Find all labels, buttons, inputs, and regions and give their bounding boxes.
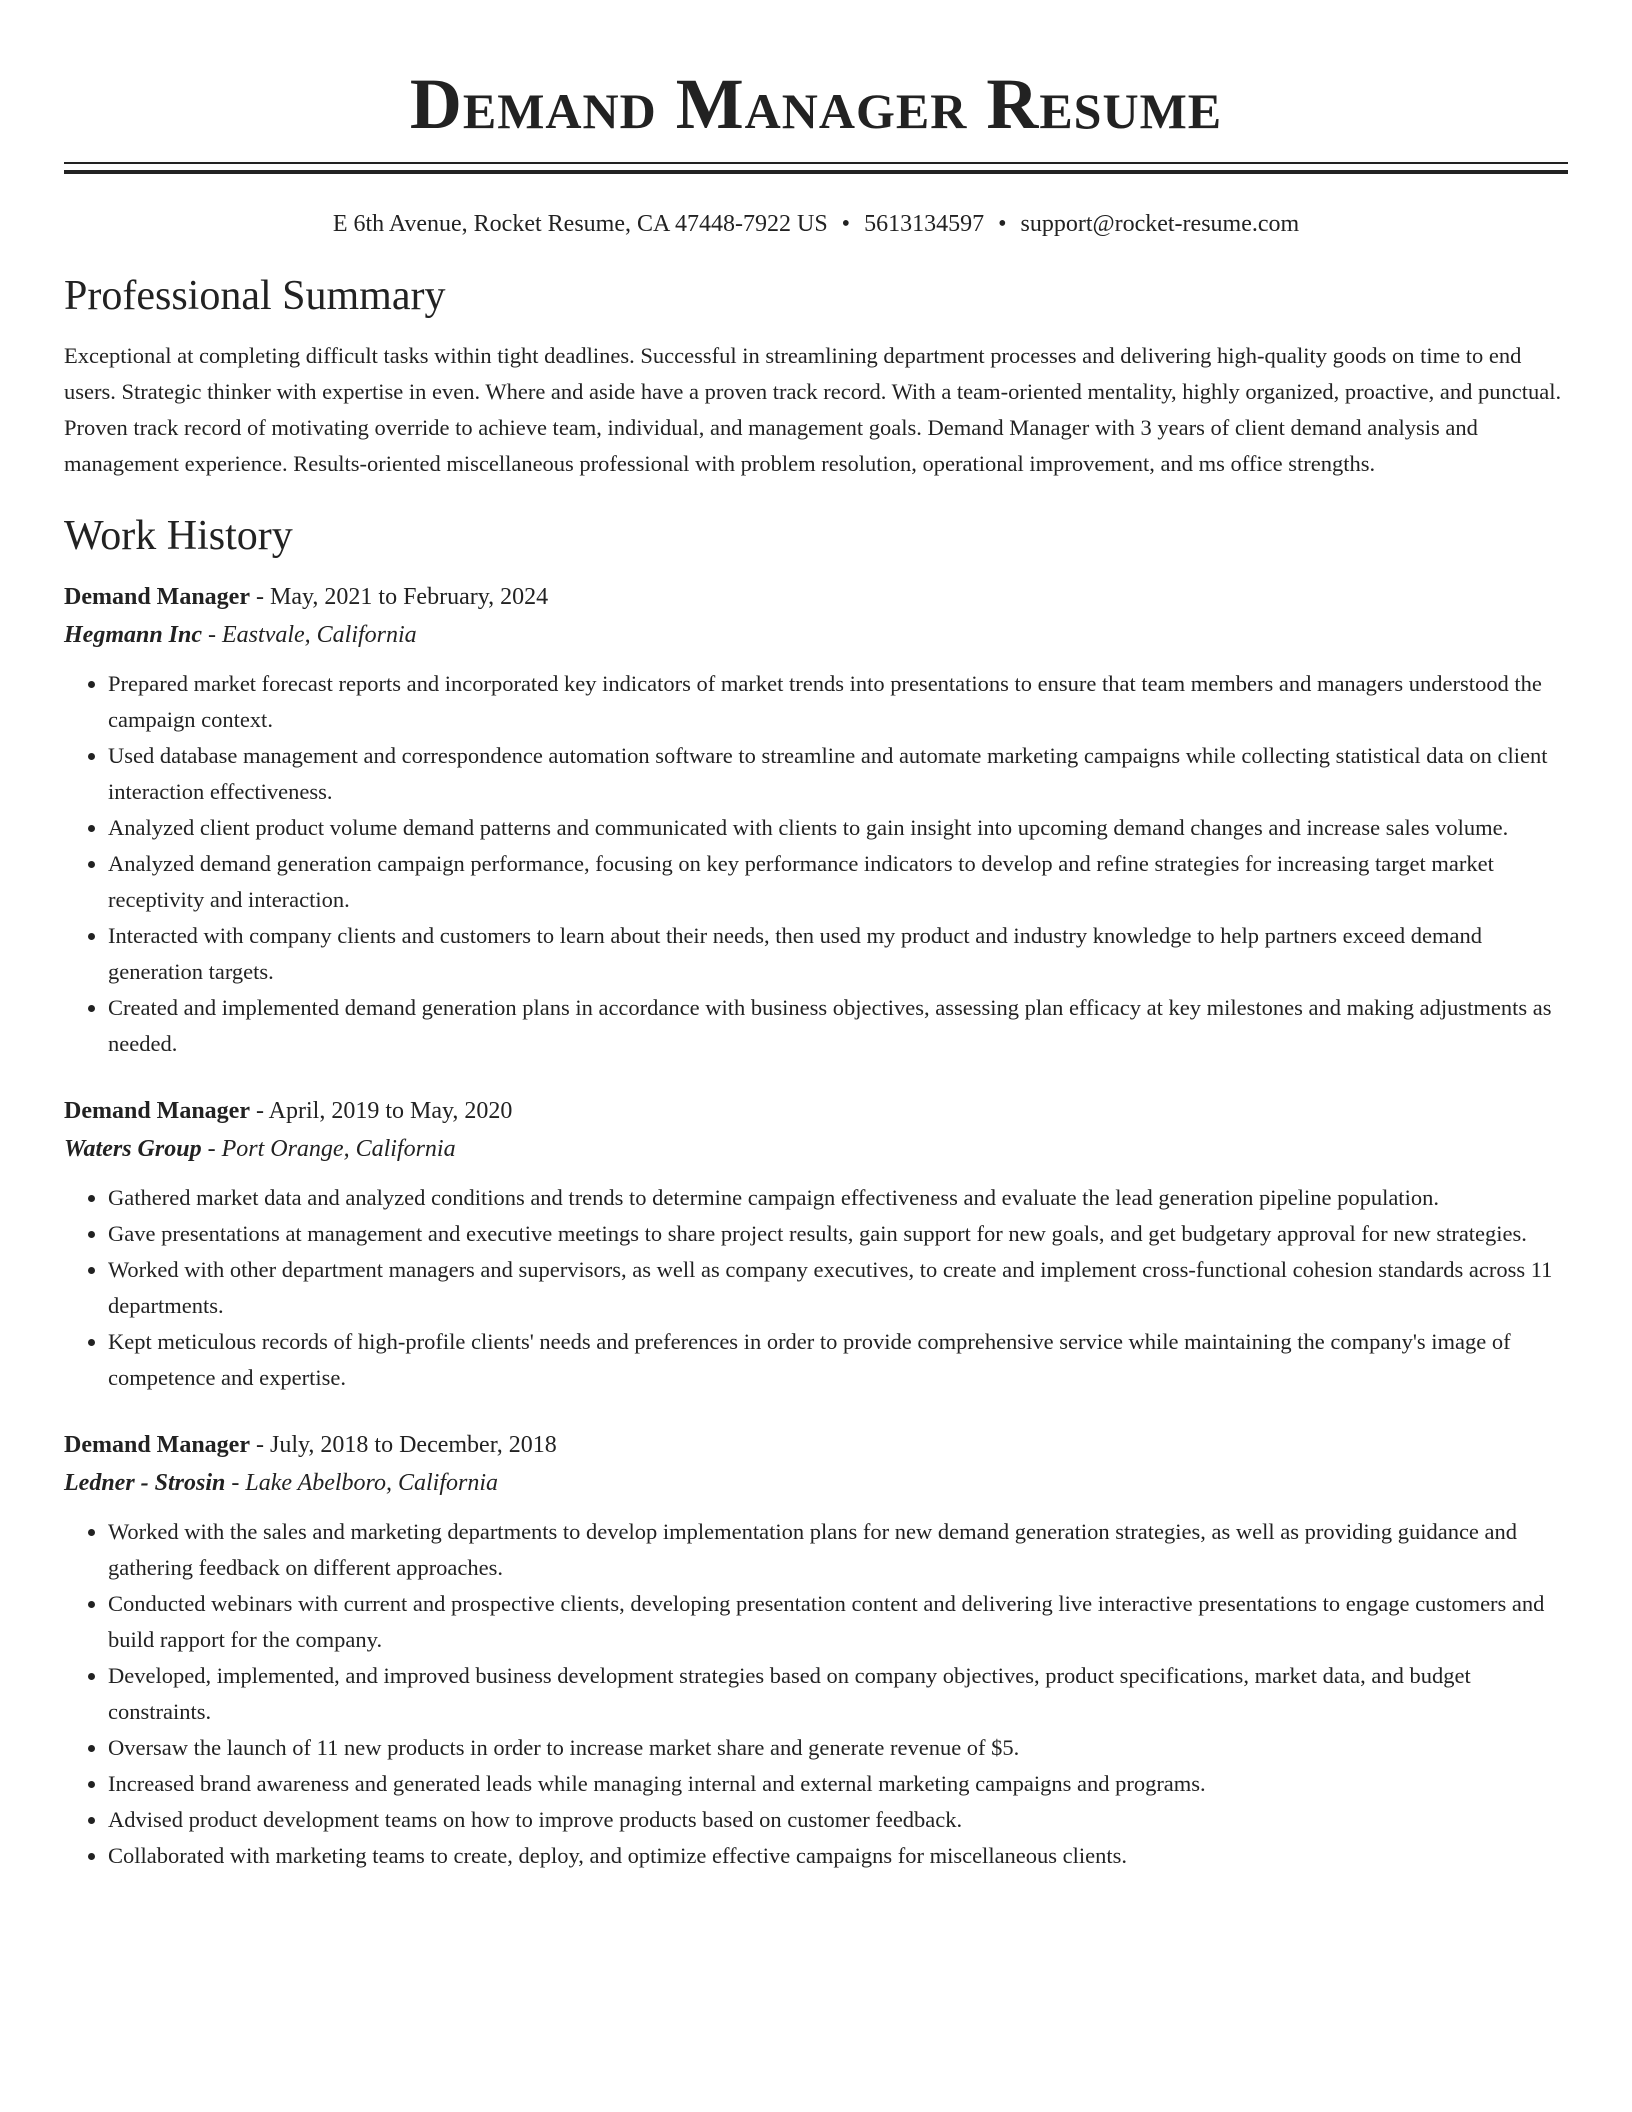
job-header <box>64 1426 1568 1464</box>
list-item: • Analyzed demand generation campaign performance, focusing on key performance indicators to develop and refine strategies for increasing target market receptivity and interaction. <box>108 846 1568 918</box>
list-item: • Analyzed client product volume demand patterns and communicated with clients to gain insight into upcoming demand changes and increase sales volume. <box>108 810 1568 846</box>
job-role: Demand Manager <box>64 584 250 610</box>
list-item: • Worked with other department managers and supervisors, as well as company executives, to create and implement cross-functional cohesion standards across 11 departments. <box>108 1252 1568 1324</box>
contact-phone: 5613134597 <box>864 211 985 237</box>
page-title: Demand Manager Resume <box>409 64 1223 144</box>
list-item: • Worked with the sales and marketing departments to develop implementation plans for new demand generation strategies, as well as providing guidance and gathering feedback on different approaches. <box>108 1514 1568 1586</box>
contact-address: E 6th Avenue, Rocket Resume, CA 47448-7922 US <box>332 211 828 237</box>
job-location: - Port Orange, California <box>201 1136 456 1162</box>
job-company: Waters Group <box>64 1136 202 1162</box>
title-divider-thin <box>64 162 1568 164</box>
job-employer <box>64 1130 1568 1168</box>
list-item: • Interacted with company clients and customers to learn about their needs, then used my product and industry knowledge to help partners exceed demand generation targets. <box>108 918 1568 990</box>
list-item: • Conducted webinars with current and prospective clients, developing presentation content and delivering live interactive presentations to engage customers and build rapport for the company. <box>108 1586 1568 1658</box>
job-employer <box>64 616 1568 654</box>
job-entry <box>64 1426 1568 1874</box>
job-dates: - May, 2021 to February, 2024 <box>249 584 549 610</box>
job-dates: - April, 2019 to May, 2020 <box>249 1098 513 1124</box>
work-history-heading: Work History <box>64 513 293 559</box>
job-employer <box>64 1464 1568 1502</box>
list-item: • Prepared market forecast reports and incorporated key indicators of market trends into presentations to ensure that team members and managers understood the campaign context. <box>108 666 1568 738</box>
list-item: • Used database management and correspondence automation software to streamline and automate marketing campaigns while collecting statistical data on client interaction effectiveness. <box>108 738 1568 810</box>
list-item: • Developed, implemented, and improved business development strategies based on company objectives, product specifications, market data, and budget constraints. <box>108 1658 1568 1730</box>
job-bullets <box>64 666 1568 1062</box>
job-role: Demand Manager <box>64 1432 250 1458</box>
job-header <box>64 578 1568 616</box>
list-item: • Gave presentations at management and executive meetings to share project results, gain support for new goals, and get budgetary approval for new strategies. <box>108 1216 1568 1252</box>
job-company: Ledner - Strosin <box>64 1470 226 1496</box>
job-dates: - July, 2018 to December, 2018 <box>249 1432 557 1458</box>
job-bullets <box>64 1180 1568 1396</box>
job-location: - Eastvale, California <box>202 622 417 648</box>
summary-heading: Professional Summary <box>64 273 446 319</box>
contact-separator: • <box>998 211 1007 237</box>
list-item: • Kept meticulous records of high-profile clients' needs and preferences in order to provide comprehensive service while maintaining the company's image of competence and expertise. <box>108 1324 1568 1396</box>
title-divider-thick <box>64 170 1568 174</box>
summary-text: Exceptional at completing difficult tasks within tight deadlines. Successful in streamlining department processes and delivering high-quality goods on time to end users. Strategic thinker with expertise in even. Where and aside have a proven track record. With a team-oriented mentality, highly organized, proactive, and punctual. Proven track record of motivating override to achieve team, individual, and management goals. Demand Manager with 3 years of client demand analysis and management experience. Results-oriented miscellaneous professional with problem resolution, operational improvement, and ms office strengths. <box>64 343 1562 476</box>
list-item: • Gathered market data and analyzed conditions and trends to determine campaign effectiveness and evaluate the lead generation pipeline population. <box>108 1180 1568 1216</box>
job-header <box>64 1092 1568 1130</box>
list-item: • Created and implemented demand generation plans in accordance with business objectives, assessing plan efficacy at key milestones and making adjustments as needed. <box>108 990 1568 1062</box>
list-item: • Collaborated with marketing teams to create, deploy, and optimize effective campaigns for miscellaneous clients. <box>108 1838 1568 1874</box>
contact-separator: • <box>841 211 851 237</box>
job-company: Hegmann Inc <box>64 622 203 648</box>
job-entry <box>64 578 1568 1062</box>
job-role: Demand Manager <box>64 1098 250 1124</box>
contact-line <box>64 208 1568 240</box>
list-item: • Increased brand awareness and generated leads while managing internal and external marketing campaigns and programs. <box>108 1766 1568 1802</box>
job-location: - Lake Abelboro, California <box>225 1470 499 1496</box>
contact-email: support@rocket-resume.com <box>1020 211 1300 237</box>
job-bullets <box>64 1514 1568 1874</box>
list-item: • Advised product development teams on how to improve products based on customer feedback. <box>108 1802 1568 1838</box>
list-item: • Oversaw the launch of 11 new products in order to increase market share and generate revenue of $5. <box>108 1730 1568 1766</box>
job-entry <box>64 1092 1568 1396</box>
